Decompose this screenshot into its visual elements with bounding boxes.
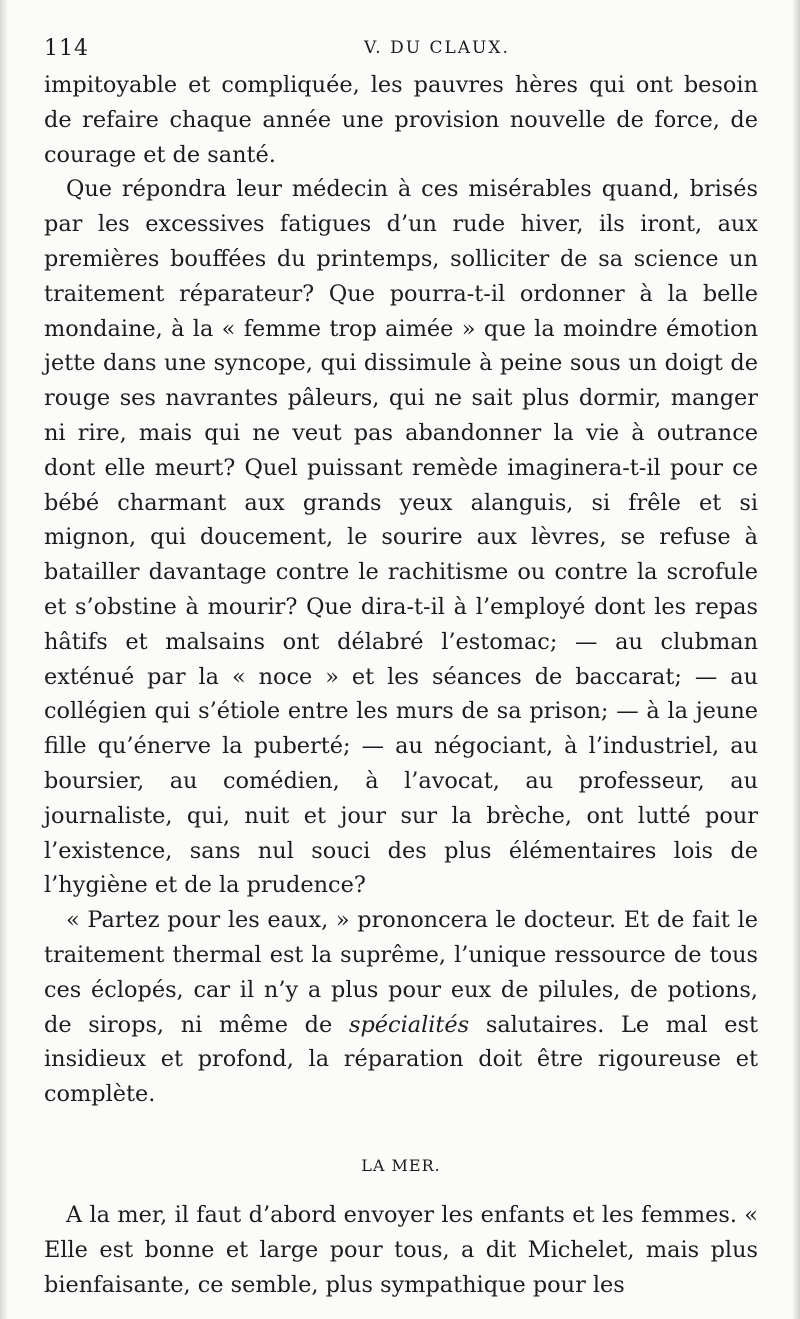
paragraph-continued: impitoyable et compliquée, les pauvres hères qui ont besoin de refaire chaque année une provision nouvelle de force, de courage et de santé. <box>44 72 758 168</box>
page-header <box>44 36 756 66</box>
running-head: V. DU CLAUX. <box>364 38 510 58</box>
emphasis-specialites: spécialités <box>348 1011 470 1038</box>
paragraph-text-after: salutaires. Le mal est insidieux et profond, la réparation doit être rigoureuse et complète. <box>44 1011 759 1108</box>
page-right-edge <box>792 0 800 1319</box>
paragraph-thermal-treatment <box>44 903 758 1112</box>
paragraph-doctor-questions: Que répondra leur médecin à ces misérables quand, brisés par les excessives fatigues d’un rude hiver, ils iront, aux premières bouffées du printemps, solliciter de sa science un traitement réparateur? Que pourra-t-il ordonner à la belle mondaine, à la « femme trop aimée » que la moindre émotion jette dans une syncope, qui dissimule à peine sous un doigt de rouge ses navrantes pâleurs, qui ne sait plus dormir, manger ni rire, mais qui ne veut pas abandonner la vie à outrance dont elle meurt? Quel puissant remède imaginera-t-il pour ce bébé charmant aux grands yeux alanguis, si frêle et si mignon, qui doucement, le sourire aux lèvres, se refuse à batailler davantage contre le rachitisme ou contre la scrofule et s’obstine à mourir? Que dira-t-il à l’employé dont les repas hâtifs et malsains ont délabré l’estomac; — au clubman exténué par la « noce » et les séances de baccarat; — au collégien qui s’étiole entre les murs de sa prison; — à la jeune fille qu’énerve la puberté; — au négociant, à l’industriel, au boursier, au comédien, à l’avocat, au professeur, au journaliste, qui, nuit et jour sur la brèche, ont lutté pour l’existence, sans nul souci des plus élémentaires lois de l’hygiène et de la prudence? <box>44 176 758 899</box>
page-left-edge <box>0 0 8 1319</box>
body-text <box>44 68 758 1302</box>
section-title: LA MER. <box>361 1155 441 1175</box>
paragraph-text-before: « Partez pour les eaux, » prononcera le docteur. Et de fait le traitement thermal est la suprême, l’unique ressource de tous ces éclopés, car il n’y a plus pour eux de pilules, de potions, de sirops, ni même de <box>44 907 758 1038</box>
page-number: 114 <box>44 36 89 61</box>
paragraph-la-mer: A la mer, il faut d’abord envoyer les enfants et les femmes. « Elle est bonne et large pour tous, a dit Michelet, mais plus bienfaisante, ce semble, plus sympathique pour les <box>44 1201 758 1298</box>
